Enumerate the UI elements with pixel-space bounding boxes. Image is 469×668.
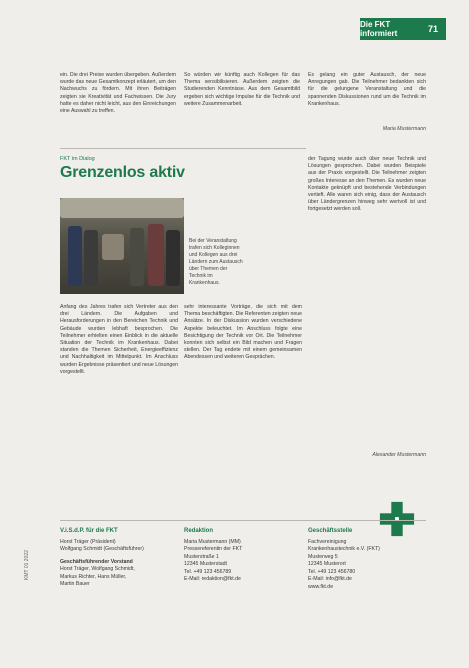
photo-person [84,230,98,286]
footer-website-link[interactable]: www.fkt.de [308,583,334,590]
article-column-3: der Tagung wurde auch über neue Technik und Lösungen gesprochen. Dabei wurden Beispiele aus der Praxis vorgestellt. Die Teilnehmer zeigten großes Interesse an den Themen. Es wurden neue Kontakte geknüpft und bestehende Verbindungen vertieft. Alle waren sich einig, dass der Austausch über Ländergrenzen hinweg sehr wertvoll ist und fortgesetzt werden soll. [308,156,426,213]
article-column-3b [308,304,426,454]
article-column-1: Anfang des Jahres trafen sich Vertreter aus den drei Ländern. Die Aufgaben und Herausforderungen in den Bereichen Technik und Gebäude wurden lebhaft besprochen. Die Teilnehmer erhielten einen Einblick in die aktuelle Situation der Technik im Krankenhaus. Dabei standen die Themen Sicherheit, Energieeffizienz und Nachhaltigkeit im Mittelpunkt. Im Anschluss wurden Ergebnisse präsentiert und neue Lösungen vorgestellt. [60,304,178,375]
footer-col2-line: Maria Mustermann (MM) [184,538,241,545]
footer-col1-line: Wolfgang Schmidt (Geschäftsführer) [60,546,144,552]
footer-col2-title: Redaktion [184,528,214,534]
footer-col2-line: Musterstraße 1 [184,553,219,560]
footer-redaktion [184,528,296,648]
photo-person [130,228,144,286]
footer-col1-subtitle: Geschäftsführender Vorstand [60,558,133,565]
article-column-2: sehr interessante Vorträge, die sich mit dem Thema beschäftigten. Die Referenten zeigten neue Ansätze. In der Diskussion wurden verschiedene Aspekte beleuchtet. Im Anschluss folgte eine Besichtigung der Technik vor Ort. Die Teilnehmer konnten sich selbst ein Bild machen und Fragen stellen. Der Tag endete mit einem gemeinsamen Abendessen und weiteren Gesprächen. [184,304,302,361]
photo-person [148,224,164,286]
footer-col3-line: Musterweg 5 [308,553,338,560]
top-column-2: So würden wir künftig auch Kollegen für das Thema sensibilisieren. Außerdem zeigten die Studierenden Kenntnisse. Aus dem Gesamtbild ergeben sich wichtige Impulse für die Technik und weitere Zusammenarbeit. [184,72,300,107]
article-signature: Alexander Mustermann [372,452,426,458]
footer-col2-line: Tel. +49 123 456789 [184,568,232,575]
footer-col1-title: V.i.S.d.P. für die FKT [60,528,118,534]
top-column-1: ein. Die drei Preise wurden übergeben. Außerdem wurde das neue Gesamtkonzept erläutert, um den Nachwuchs zu fördern. Mit ihren Beiträgen zeigten sie Kreativität und Fachwissen. Die Jury hatte es daher nicht leicht, aus den Einreichungen eine Auswahl zu treffen. [60,72,176,115]
footer-info-email-link[interactable]: E-Mail: info@fkt.de [308,576,352,582]
photo-caption: Bei der Veranstaltung trafen sich Kolleginnen und Kollegen aus drei Ländern zum Austausch über Themen der Technik im Krankenhaus. [189,238,243,286]
footer-col2-line: 12345 Musterstadt [184,561,227,567]
article-headline: Grenzenlos aktiv [60,164,185,181]
section-divider [60,148,306,149]
photo-table [102,234,124,260]
footer-impressum [60,528,172,648]
photo-person [166,230,180,286]
footer-col3-line: Fachvereinigung [308,538,347,545]
footer-col1-line: Horst Träger (Präsident) [60,538,116,545]
page-header [360,18,446,40]
footer-col3-line: Tel. +49 123 456780 [308,568,356,575]
footer-col1-line: Markus Richter, Hans Müller, [60,573,127,580]
page-number: 71 [427,24,438,34]
footer-col1-line: Martin Bauer [60,581,90,587]
section-title: Die FKT informiert [360,20,398,38]
footer-col3-title: Geschäftsstelle [308,528,353,534]
article-kicker: FKT im Dialog [60,156,95,162]
footer-col2-line: Pressereferentin der FKT [184,546,243,552]
footer-col1-line: Horst Träger, Wolfgang Schmidt, [60,566,135,572]
article-photo [60,198,184,294]
photo-person [68,226,82,286]
top-signature: Maria Mustermann [382,126,426,132]
side-issue-label: KMT 01 2022 [24,550,30,580]
footer-col3-line: Krankenhaustechnik e.V. (FKT) [308,546,380,552]
photo-ceiling [60,198,184,218]
top-column-3: Es gelang ein guter Austausch, der neue Anregungen gab. Die Teilnehmer bedankten sich für die gelungene Veranstaltung und die spannenden Diskussionen rund um die Technik im Krankenhaus. [308,72,426,107]
footer-redaktion-email-link[interactable]: E-Mail: redaktion@fkt.de [184,576,241,582]
footer-col3-line: 12345 Musterort [308,561,346,567]
footer-divider [60,520,426,521]
footer-geschaeftsstelle [308,528,426,648]
